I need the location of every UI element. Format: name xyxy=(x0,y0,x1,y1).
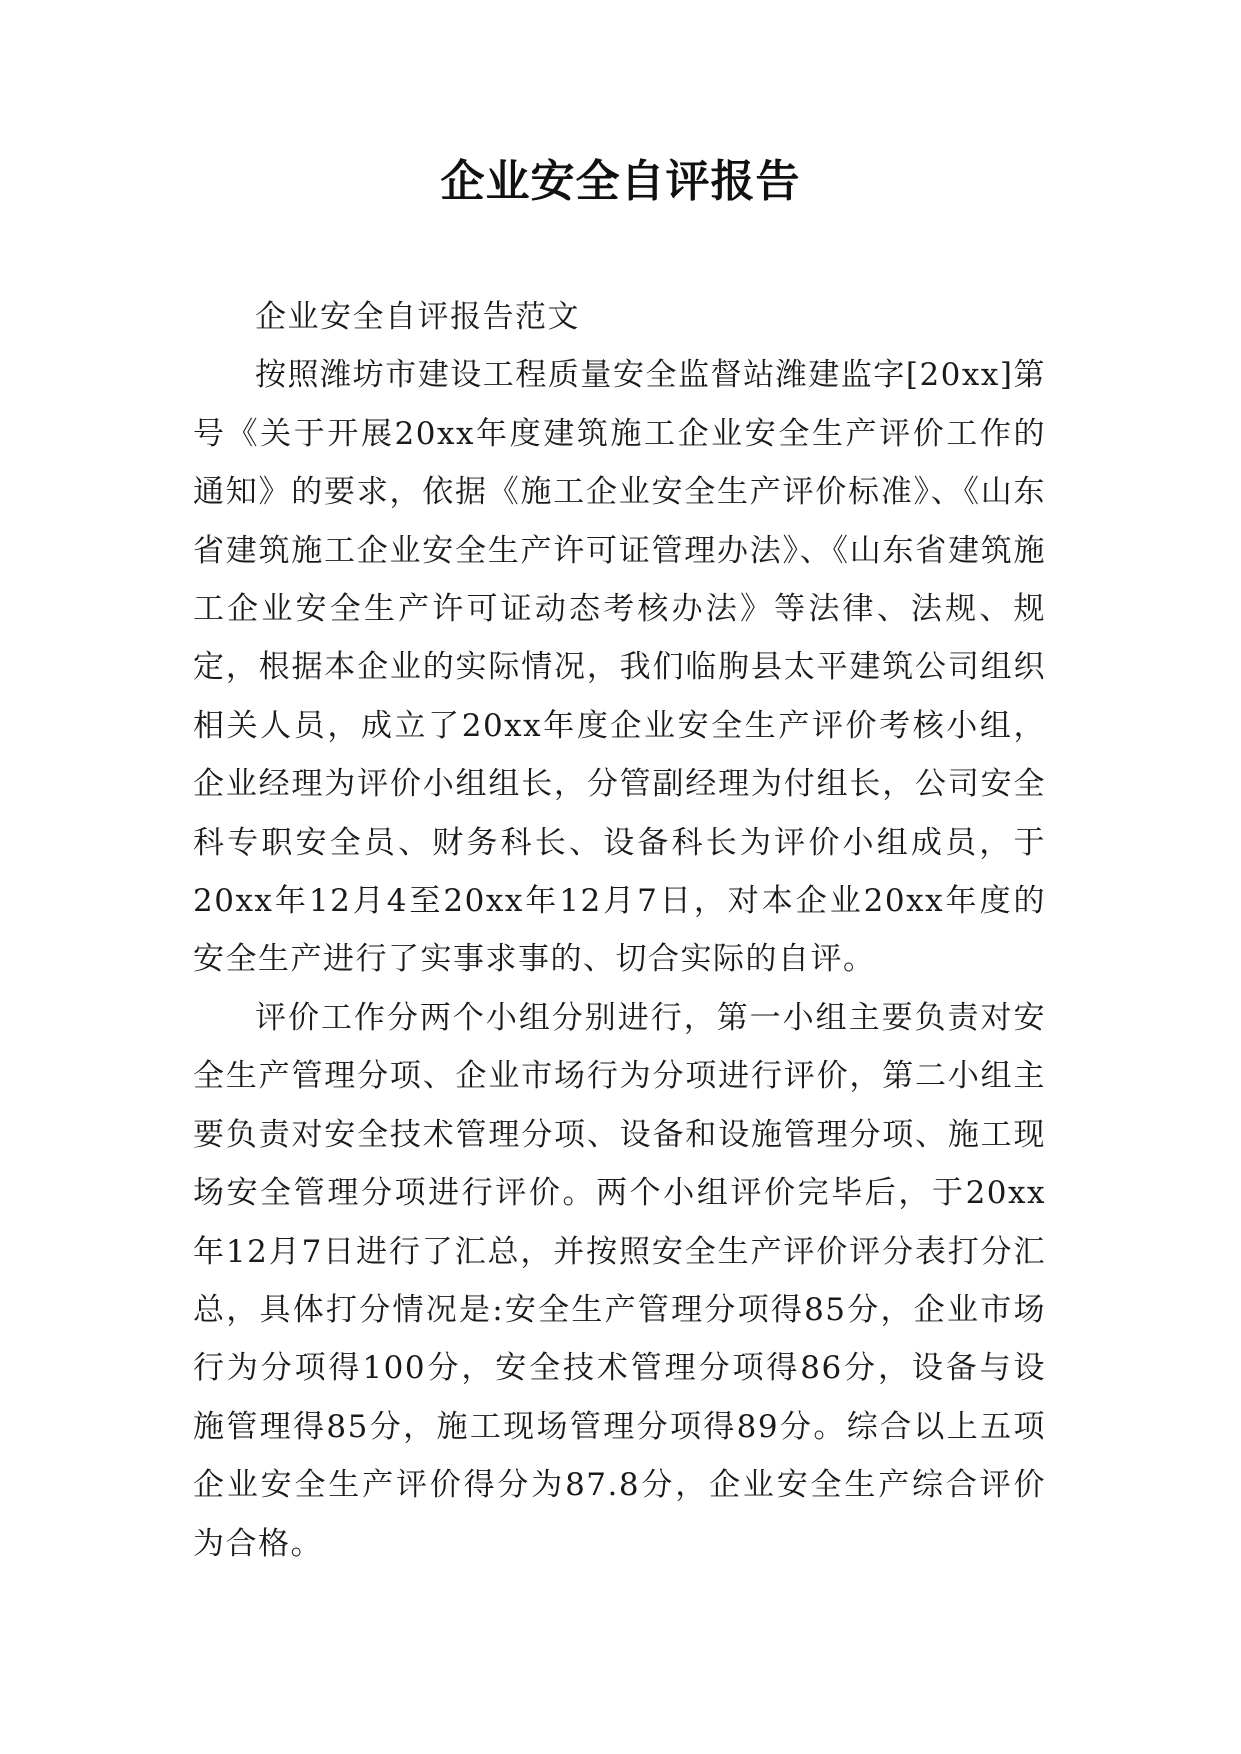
paragraph-evaluation: 评价工作分两个小组分别进行，第一小组主要负责对安全生产管理分项、企业市场行为分项进行评价，第二小组主要负责对安全技术管理分项、设备和设施管理分项、施工现场安全管理分项进行评价。两个小组评价完毕后，于20xx年12月7日进行了汇总，并按照安全生产评价评分表打分汇总，具体打分情况是:安全生产管理分项得85分，企业市场行为分项得100分，安全技术管理分项得86分，设备与设施管理得85分，施工现场管理分项得89分。综合以上五项企业安全生产评价得分为87.8分，企业安全生产综合评价为合格。 xyxy=(193,999,1046,1562)
document-body xyxy=(193,288,1046,1573)
paragraph-introduction: 按照潍坊市建设工程质量安全监督站潍建监字[20xx]第号《关于开展20xx年度建筑施工企业安全生产评价工作的通知》的要求，依据《施工企业安全生产评价标准》、《山东省建筑施工企业安全生产许可证管理办法》、《山东省建筑施工企业安全生产许可证动态考核办法》等法律、法规、规定，根据本企业的实际情况，我们临朐县太平建筑公司组织相关人员，成立了20xx年度企业安全生产评价考核小组，企业经理为评价小组组长，分管副经理为付组长，公司安全科专职安全员、财务科长、设备科长为评价小组成员，于20xx年12月4至20xx年12月7日，对本企业20xx年度的安全生产进行了实事求事的、切合实际的自评。 xyxy=(193,357,1046,978)
document-title: 企业安全自评报告 xyxy=(440,156,801,207)
paragraph-heading: 企业安全自评报告范文 xyxy=(255,299,580,335)
